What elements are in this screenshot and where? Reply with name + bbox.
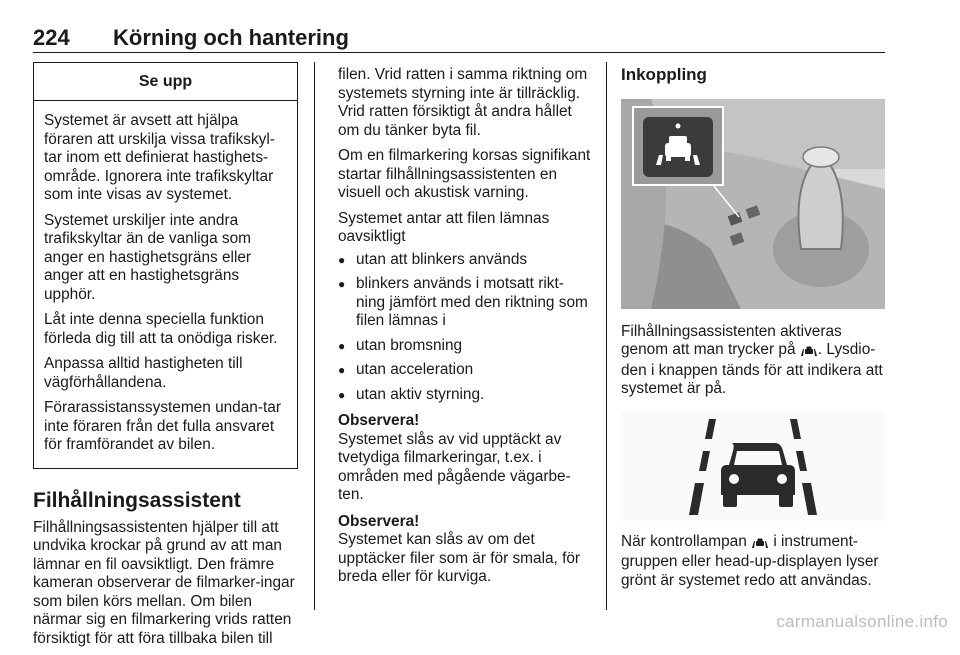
section-title: Filhållningsassistent bbox=[33, 488, 241, 512]
body-paragraph: Systemet antar att filen lämnas oavsiktligt bbox=[338, 209, 550, 245]
page-title: Körning och hantering bbox=[113, 25, 349, 50]
list-item: ● blinkers används i motsatt rikt-ning jämfört med den riktning som filen lämnas i bbox=[338, 275, 591, 331]
column-divider bbox=[606, 62, 607, 610]
body-paragraph bbox=[621, 533, 887, 591]
console-photo bbox=[621, 99, 885, 309]
note-text: Systemet slås av vid upptäckt av tvetydiga filmarkeringar, t.ex. i områden med pågående vägarbe-ten. bbox=[338, 430, 571, 503]
warning-paragraph: Anpassa alltid hastigheten till vägförhållandena. bbox=[44, 355, 243, 391]
watermark: carmanualsonline.info bbox=[776, 612, 948, 631]
text-run: i instrument-gruppen eller head-up-displayen lyser grönt är systemet redo att användas. bbox=[621, 532, 879, 589]
section-intro: Filhållningsassistenten hjälper till att undvika krockar på grund av att man lämnar en fil oavsiktligt. Den främre kameran observerar de filmarker-ingar som bilen körs mellan. Om bilen närmar sig en filmarkering vrids ratten försiktigt för att föra tillbaka bilen till bbox=[33, 518, 295, 647]
column-divider bbox=[314, 62, 315, 610]
column-right bbox=[621, 66, 887, 597]
warning-heading: Se upp bbox=[34, 63, 297, 101]
warning-body bbox=[34, 101, 297, 468]
note-text: Systemet kan slås av om det upptäcker filer som är för smala, för breda eller för kurviga. bbox=[338, 531, 581, 585]
column-left bbox=[33, 62, 299, 655]
text-run: Filhållningsassistenten aktiveras genom att man trycker på bbox=[621, 322, 842, 358]
subsection-title: Inkoppling bbox=[621, 65, 707, 84]
list-item: ● utan aktiv styrning. bbox=[338, 386, 591, 405]
text-run: . Lysdio-den i knappen tänds för att indikera att systemet är på. bbox=[621, 341, 883, 397]
body-paragraph bbox=[621, 323, 887, 399]
page-number: 224 bbox=[33, 25, 70, 50]
console-illustration bbox=[621, 99, 885, 309]
column-middle bbox=[338, 66, 591, 595]
lane-keep-assist-icon bbox=[752, 535, 768, 554]
list-item: ● utan att blinkers används bbox=[338, 251, 591, 270]
list-item: ● utan acceleration bbox=[338, 361, 591, 380]
condition-list bbox=[338, 251, 591, 405]
list-item: ● utan bromsning bbox=[338, 337, 591, 356]
page-header bbox=[33, 22, 885, 53]
warning-paragraph: Systemet urskiljer inte andra trafikskyltar än de vanliga som anger en hastighetsgräns eller anger att en hastighetsgräns upphör. bbox=[44, 211, 252, 303]
note-block bbox=[338, 412, 591, 505]
note-label: Observera! bbox=[338, 412, 420, 429]
text-run: När kontrollampan bbox=[621, 532, 747, 550]
note-block bbox=[338, 513, 591, 587]
lane-keep-symbol bbox=[621, 411, 885, 521]
warning-paragraph: Förarassistanssystemen undan-tar inte föraren från det fulla ansvaret för framförandet av bilen. bbox=[44, 399, 281, 453]
lane-keep-assist-icon bbox=[801, 343, 817, 362]
body-paragraph: Om en filmarkering korsas signifikant startar filhållningsassistenten en visuell och akustisk varning. bbox=[338, 147, 591, 201]
note-label: Observera! bbox=[338, 512, 420, 530]
warning-box bbox=[33, 62, 298, 469]
lane-keep-assist-icon bbox=[621, 411, 885, 521]
warning-paragraph: Låt inte denna speciella funktion förleda dig till att ta onödiga risker. bbox=[44, 311, 278, 347]
warning-paragraph: Systemet är avsett att hjälpa föraren att urskilja vissa trafikskyl-tar inom ett definierat hastighets-område. Ignorera inte trafikskyltar som inte visas av systemet. bbox=[44, 112, 275, 203]
body-paragraph: filen. Vrid ratten i samma riktning om systemets styrning inte är tillräcklig. Vrid ratten försiktigt åt andra hållet om du tänker byta fil. bbox=[338, 66, 588, 139]
